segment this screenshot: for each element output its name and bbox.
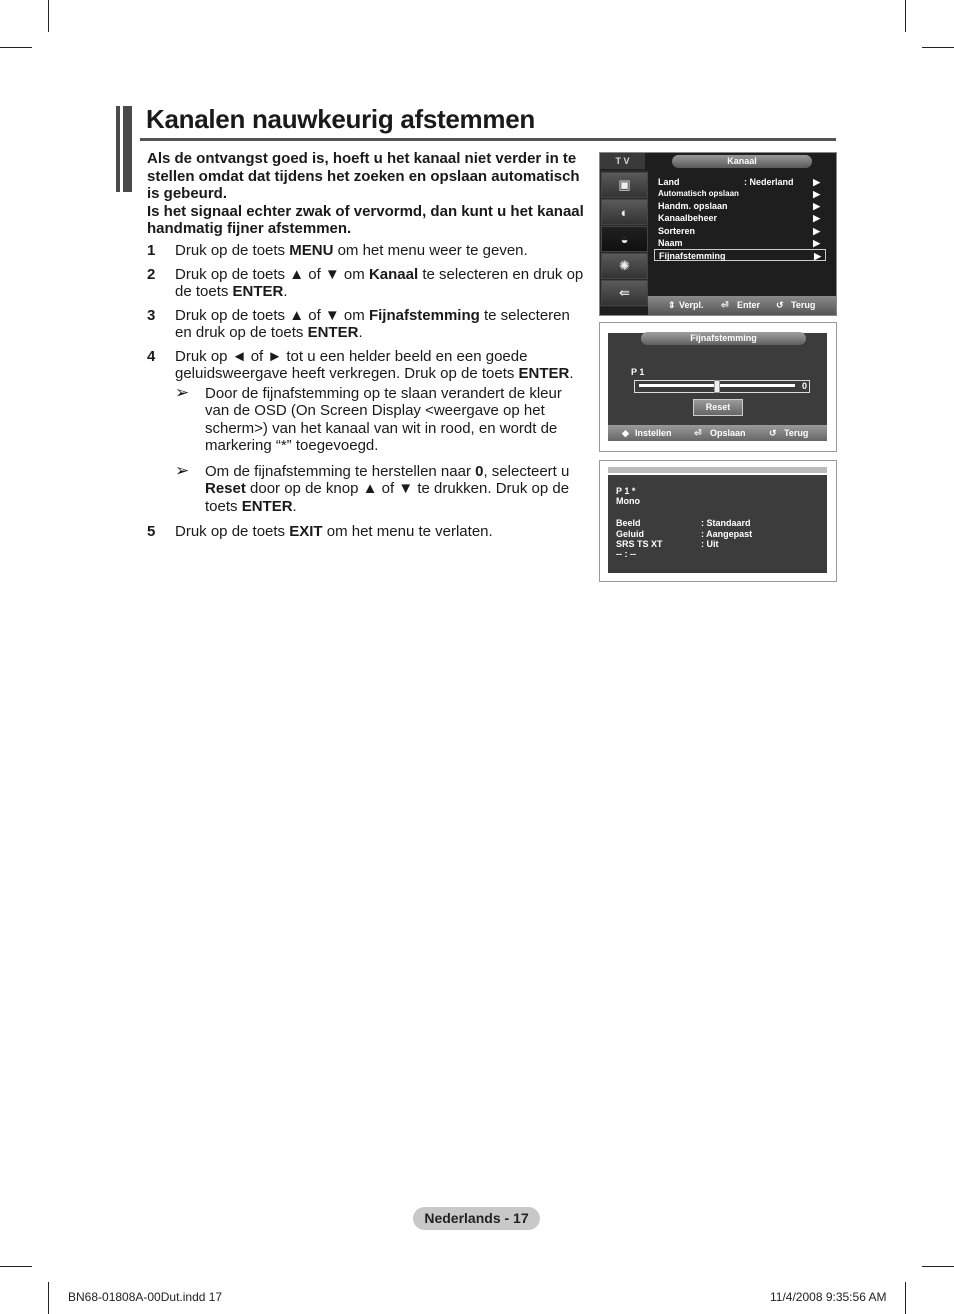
crop-mark: [922, 1266, 954, 1267]
arrow-right-icon: ▶: [813, 189, 820, 199]
return-icon: ↺: [776, 300, 784, 310]
menu-item-fine-tune[interactable]: Fijnafstemming ▶: [654, 249, 826, 261]
arrow-right-icon: ▶: [813, 213, 820, 223]
title-decoration: [116, 106, 132, 192]
menu-item-sort[interactable]: Sorteren ▶: [658, 226, 820, 236]
tv-tab: T V: [600, 153, 645, 169]
info-row: SRS TS XT : Uit: [616, 539, 719, 549]
info-row: Beeld : Standaard: [616, 518, 751, 528]
step-1: 1 Druk op de toets MENU om het menu weer te geven.: [147, 242, 528, 259]
note: ➢ Door de fijnafstemming op te slaan verandert de kleur van de OSD (On Screen Display <weergave op het scherm>) van het kanaal van wit in rood, en wordt de markering “*” toegevoegd.: [175, 382, 562, 454]
print-slug-file: BN68-01808A-00Dut.indd 17: [68, 1290, 223, 1304]
crop-mark: [48, 1282, 49, 1314]
slider-handle[interactable]: [714, 380, 720, 393]
arrow-right-icon: ▶: [813, 177, 820, 187]
sound-icon[interactable]: ◐: [601, 199, 648, 225]
menu-sidebar: [600, 170, 648, 307]
fine-tune-slider[interactable]: [634, 380, 810, 393]
arrow-icon: ➢: [175, 460, 190, 480]
arrow-right-icon: ▶: [813, 238, 820, 248]
crop-mark: [922, 47, 954, 48]
title-rule: [140, 138, 836, 141]
menu-item-channel-manager[interactable]: Kanaalbeheer ▶: [658, 213, 820, 223]
setup-icon[interactable]: ✺: [601, 253, 648, 279]
up-down-icon: ⇕: [668, 300, 676, 310]
crop-mark: [0, 1266, 32, 1267]
channel-icon[interactable]: ◒: [601, 226, 648, 252]
intro-paragraph: Als de ontvangst goed is, hoeft u het kanaal niet verder in te stellen omdat dat tijdens het zoeken en opslaan automatisch is gebeurd.: [147, 150, 580, 202]
step-2: 2 Druk op de toets ▲ of ▼ om Kanaal te selecteren en druk op de toets ENTER.: [147, 265, 584, 300]
menu-item-manual-store[interactable]: Handm. opslaan ▶: [658, 201, 820, 211]
crop-mark: [48, 0, 49, 32]
input-icon[interactable]: ⇚: [601, 280, 648, 306]
osd-fine-tune: [599, 322, 837, 452]
info-channel: P 1 *: [616, 486, 636, 496]
arrow-icon: ➢: [175, 382, 190, 402]
fine-tune-footer: ◆ Instellen ⏎ Opslaan ↺ Terug: [608, 425, 827, 441]
arrow-right-icon: ▶: [813, 201, 820, 211]
reset-button[interactable]: Reset: [693, 399, 743, 416]
arrow-right-icon: ▶: [814, 251, 821, 261]
arrow-right-icon: ▶: [813, 226, 820, 236]
fine-tune-panel: [608, 333, 827, 441]
step-3: 3 Druk op de toets ▲ of ▼ om Fijnafstemming te selecteren en druk op de toets ENTER.: [147, 306, 570, 341]
info-topbar: [608, 467, 827, 473]
channel-number: P 1: [631, 367, 645, 377]
info-row: Geluid : Aangepast: [616, 529, 753, 539]
intro-text: [147, 150, 587, 238]
slider-value: 0: [801, 381, 807, 391]
osd-channel-info: [599, 460, 837, 582]
info-time: -- : --: [616, 549, 636, 559]
note: ➢ Om de fijnafstemming te herstellen naar 0, selecteert u Reset door op de knop ▲ of ▼ te drukken. Druk op de toets ENTER.: [175, 460, 570, 515]
crop-mark: [0, 47, 32, 48]
menu-item-name[interactable]: Naam ▶: [658, 238, 820, 248]
menu-item-auto-store[interactable]: Automatisch opslaan ▶: [658, 189, 820, 199]
menu-footer: ⇕ Verpl. ⏎ Enter ↺ Terug: [648, 296, 836, 315]
step-5: 5 Druk op de toets EXIT om het menu te verlaten.: [147, 523, 493, 540]
page-title: Kanalen nauwkeurig afstemmen: [146, 104, 535, 134]
steps-list: [147, 242, 587, 547]
enter-icon: ⏎: [721, 300, 729, 310]
menu-item-land[interactable]: Land : Nederland ▶: [658, 177, 820, 187]
info-panel: [608, 475, 827, 573]
fine-tune-caption: Fijnafstemming: [641, 332, 806, 345]
enter-icon: ⏎: [694, 428, 702, 438]
picture-icon[interactable]: ▣: [601, 172, 648, 198]
info-sound: Mono: [616, 496, 640, 506]
osd-channel-menu: [599, 152, 837, 316]
return-icon: ↺: [769, 428, 777, 438]
print-slug-date: 11/4/2008 9:35:56 AM: [770, 1290, 887, 1304]
crop-mark: [905, 1282, 906, 1314]
crop-mark: [905, 0, 906, 32]
intro-paragraph: Is het signaal echter zwak of vervormd, dan kunt u het kanaal handmatig fijner afstemmen.: [147, 202, 584, 237]
step-4: 4 Druk op ◄ of ► tot u een helder beeld en een goede geluidsweergave heeft verkregen. Druk op de toets ENTER. ➢ Door de fijnafstemming op te slaan verandert de kleur van de OSD (On Screen Display <weergave op het scherm>) van het kanaal van wit in rood, en wordt de markering “*” toegevoegd. ➢ Om de fijnafstemming te herstellen naar 0, selecteert u Reset door op de knop ▲ of ▼ te drukken. Druk op de toets ENTER.: [147, 348, 587, 516]
page-number: Nederlands - 17: [413, 1207, 540, 1230]
left-right-icon: ◆: [622, 428, 629, 438]
menu-caption: Kanaal: [672, 155, 812, 168]
